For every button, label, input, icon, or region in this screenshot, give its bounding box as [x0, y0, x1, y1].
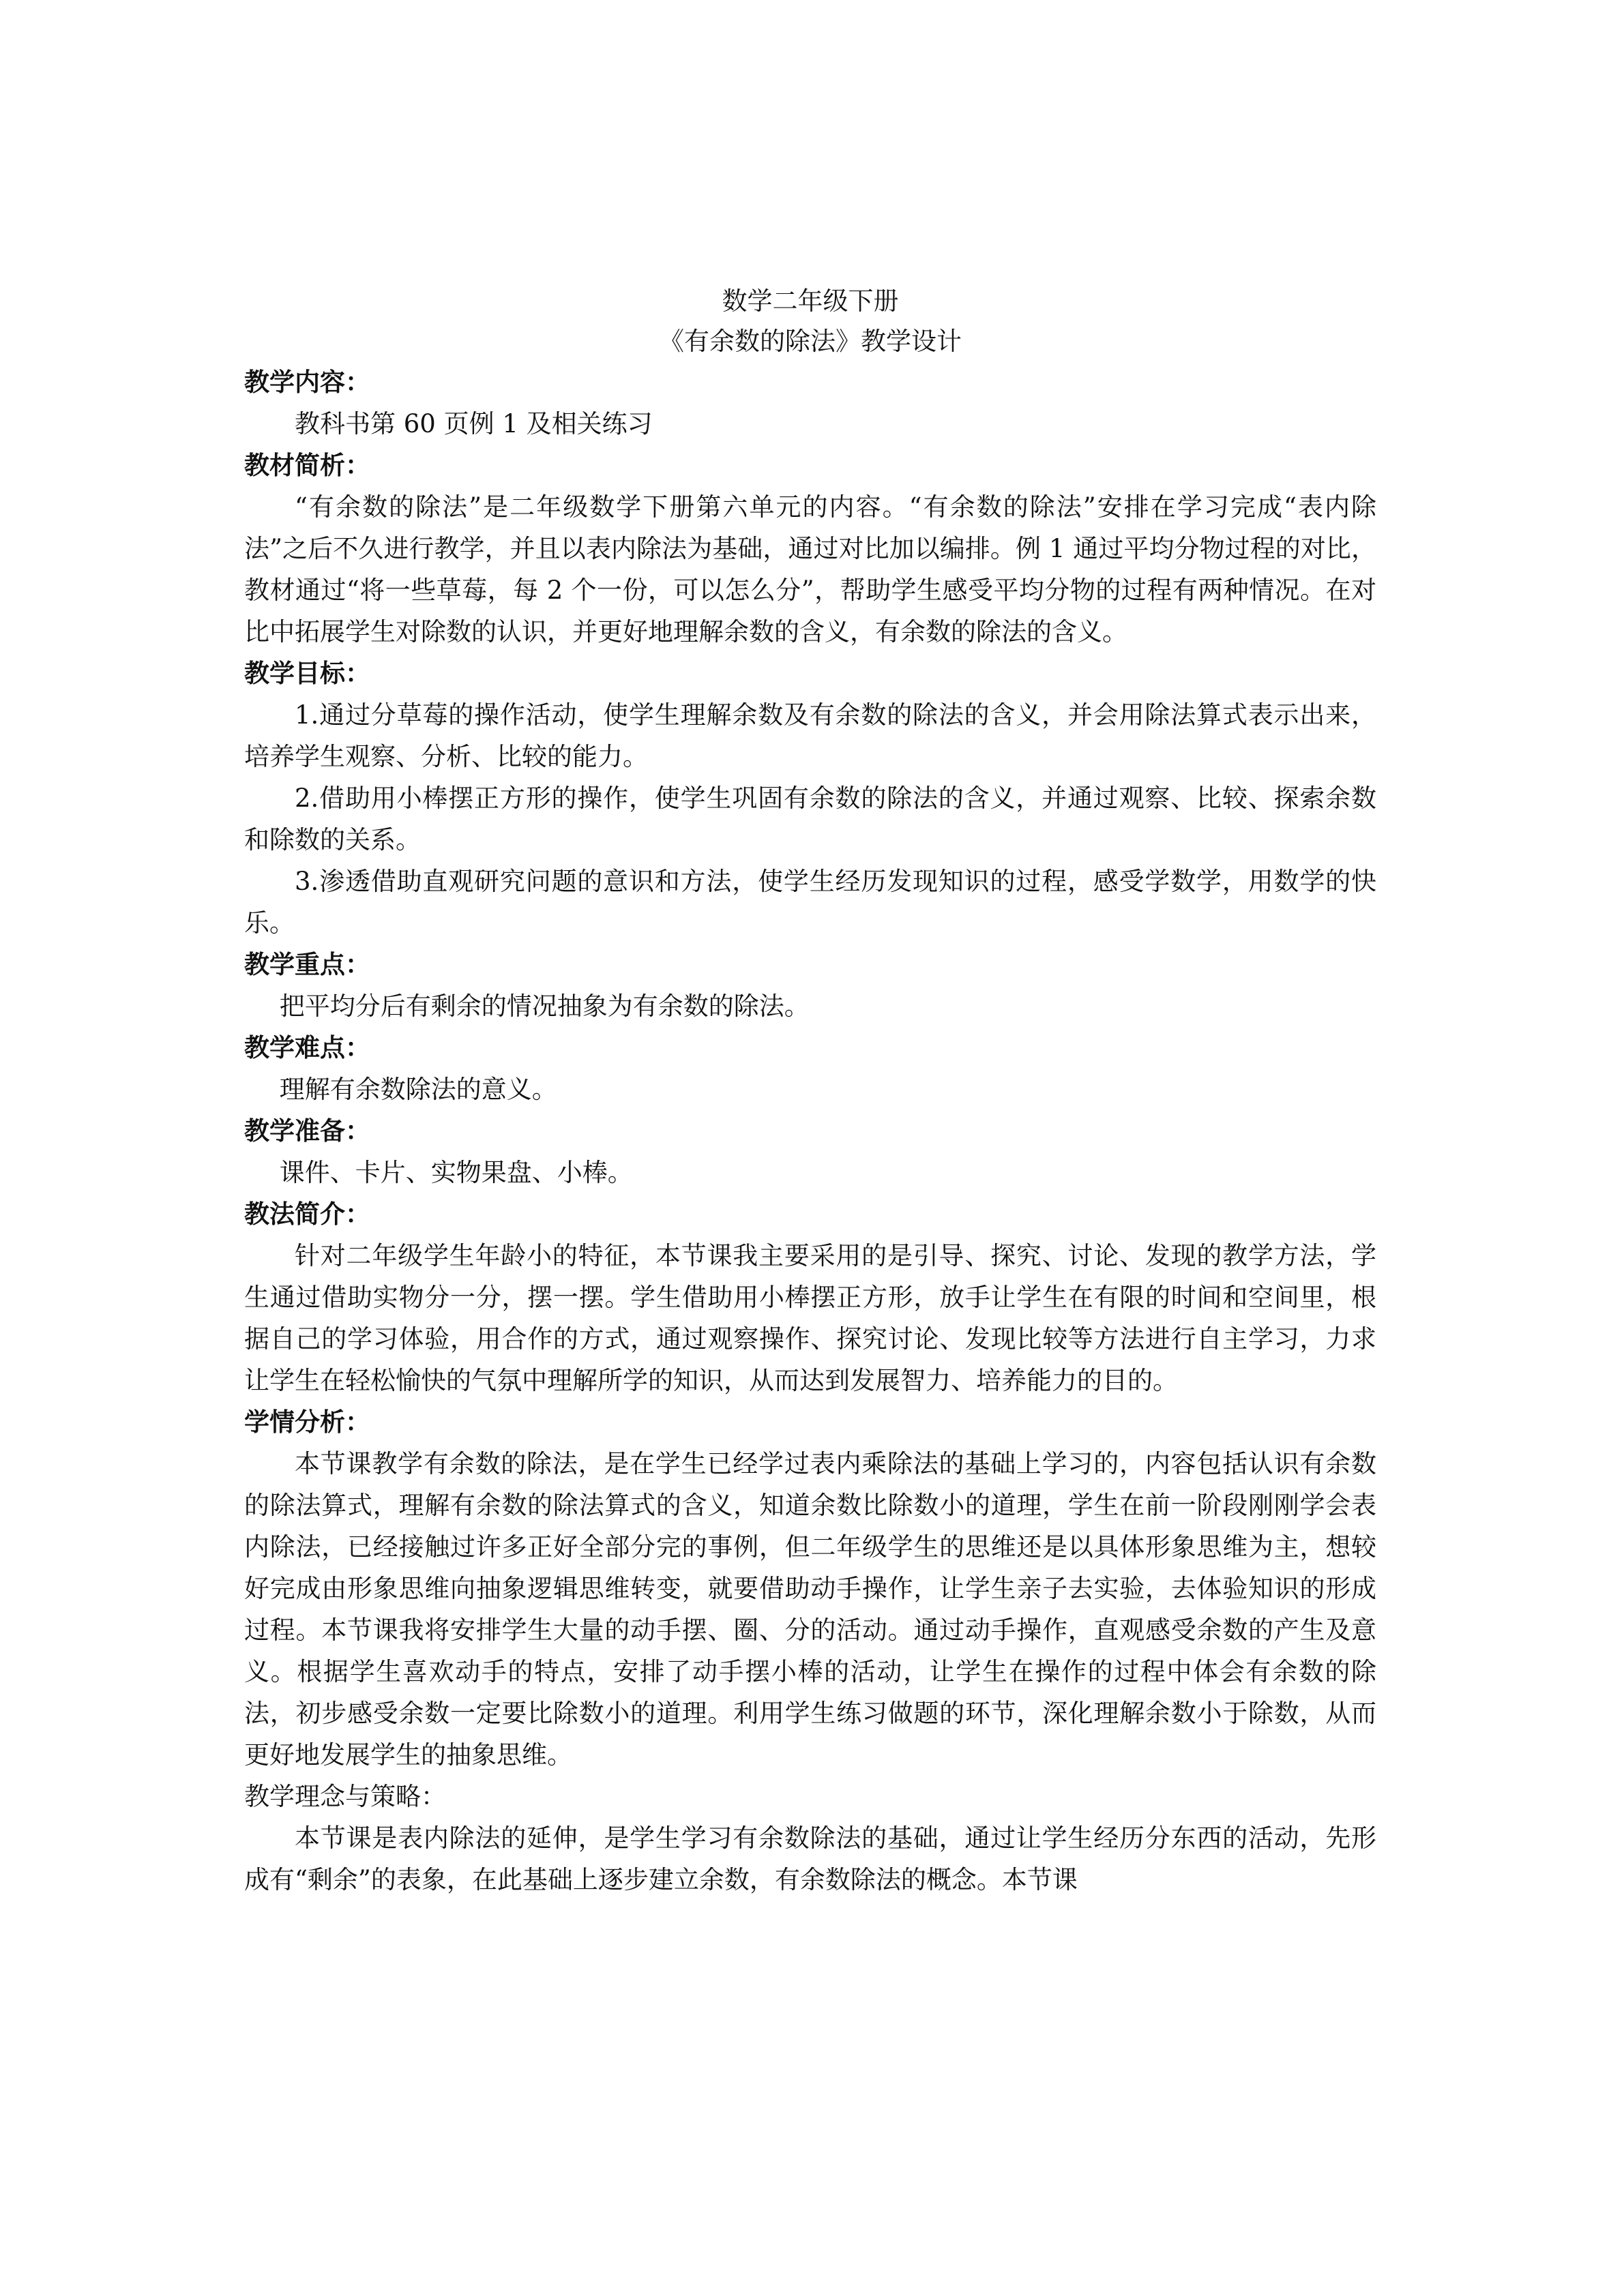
section-text-difficulty: 理解有余数除法的意义。 [279, 1075, 557, 1104]
document-title-line-2: 《有余数的除法》教学设计 [659, 327, 962, 356]
goal-item-2: 2.借助用小棒摆正方形的操作，使学生巩固有余数的除法的含义，并通过观察、比较、探索余数和除数的关系。 [244, 784, 1376, 854]
section-heading-analysis: 教材简析： [244, 451, 370, 480]
document-title-line-1: 数学二年级下册 [722, 286, 899, 316]
section-heading-learner: 学情分析： [244, 1407, 370, 1437]
section-text-key-point: 把平均分后有剩余的情况抽象为有余数的除法。 [279, 992, 810, 1021]
section-text-method: 针对二年级学生年龄小的特征，本节课我主要采用的是引导、探究、讨论、发现的教学方法，学生通过借助实物分一分，摆一摆。学生借助用小棒摆正方形，放手让学生在有限的时间和空间里，根据自己的学习体验，用合作的方式，通过观察操作、探究讨论、发现比较等方法进行自主学习，力求让学生在轻松愉快的气氛中理解所学的知识，从而达到发展智力、培养能力的目的。 [244, 1241, 1376, 1395]
goal-item-1: 1.通过分草莓的操作活动，使学生理解余数及有余数的除法的含义，并会用除法算式表示出来，培养学生观察、分析、比较的能力。 [244, 700, 1376, 771]
section-heading-preparation: 教学准备： [244, 1116, 370, 1146]
section-heading-key-point: 教学重点： [244, 950, 370, 979]
section-heading-philosophy: 教学理念与策略： [244, 1782, 446, 1811]
section-text-preparation: 课件、卡片、实物果盘、小棒。 [279, 1158, 633, 1187]
section-text-philosophy: 本节课是表内除法的延伸，是学生学习有余数除法的基础，通过让学生经历分东西的活动，先形成有“剩余”的表象，在此基础上逐步建立余数，有余数除法的概念。本节课 [244, 1823, 1376, 1894]
section-heading-content: 教学内容： [244, 368, 370, 397]
section-heading-difficulty: 教学难点： [244, 1033, 370, 1062]
section-text-analysis: “有余数的除法”是二年级数学下册第六单元的内容。“有余数的除法”安排在学习完成“表内除法”之后不久进行教学，并且以表内除法为基础，通过对比加以编排。例 1 通过平均分物过程的对比，教材通过“将一些草莓，每 2 个一份，可以怎么分”，帮助学生感受平均分物的过程有两种情况。在对比中拓展学生对除数的认识，并更好地理解余数的含义，有余数的除法的含义。 [244, 492, 1376, 646]
section-heading-goals: 教学目标： [244, 659, 370, 688]
section-heading-method: 教法简介： [244, 1199, 370, 1229]
section-text-content: 教科书第 60 页例 1 及相关练习 [295, 409, 653, 438]
goal-item-3: 3.渗透借助直观研究问题的意识和方法，使学生经历发现知识的过程，感受学数学，用数学的快乐。 [244, 867, 1376, 938]
document-page [244, 281, 1376, 1900]
section-text-learner: 本节课教学有余数的除法，是在学生已经学过表内乘除法的基础上学习的，内容包括认识有余数的除法算式，理解有余数的除法算式的含义，知道余数比除数小的道理，学生在前一阶段刚刚学会表内除法，已经接触过许多正好全部分完的事例，但二年级学生的思维还是以具体形象思维为主，想较好完成由形象思维向抽象逻辑思维转变，就要借助动手操作，让学生亲子去实验，去体验知识的形成过程。本节课我将安排学生大量的动手摆、圈、分的活动。通过动手操作，直观感受余数的产生及意义。根据学生喜欢动手的特点，安排了动手摆小棒的活动，让学生在操作的过程中体会有余数的除法，初步感受余数一定要比除数小的道理。利用学生练习做题的环节，深化理解余数小于除数，从而更好地发展学生的抽象思维。 [244, 1449, 1376, 1770]
